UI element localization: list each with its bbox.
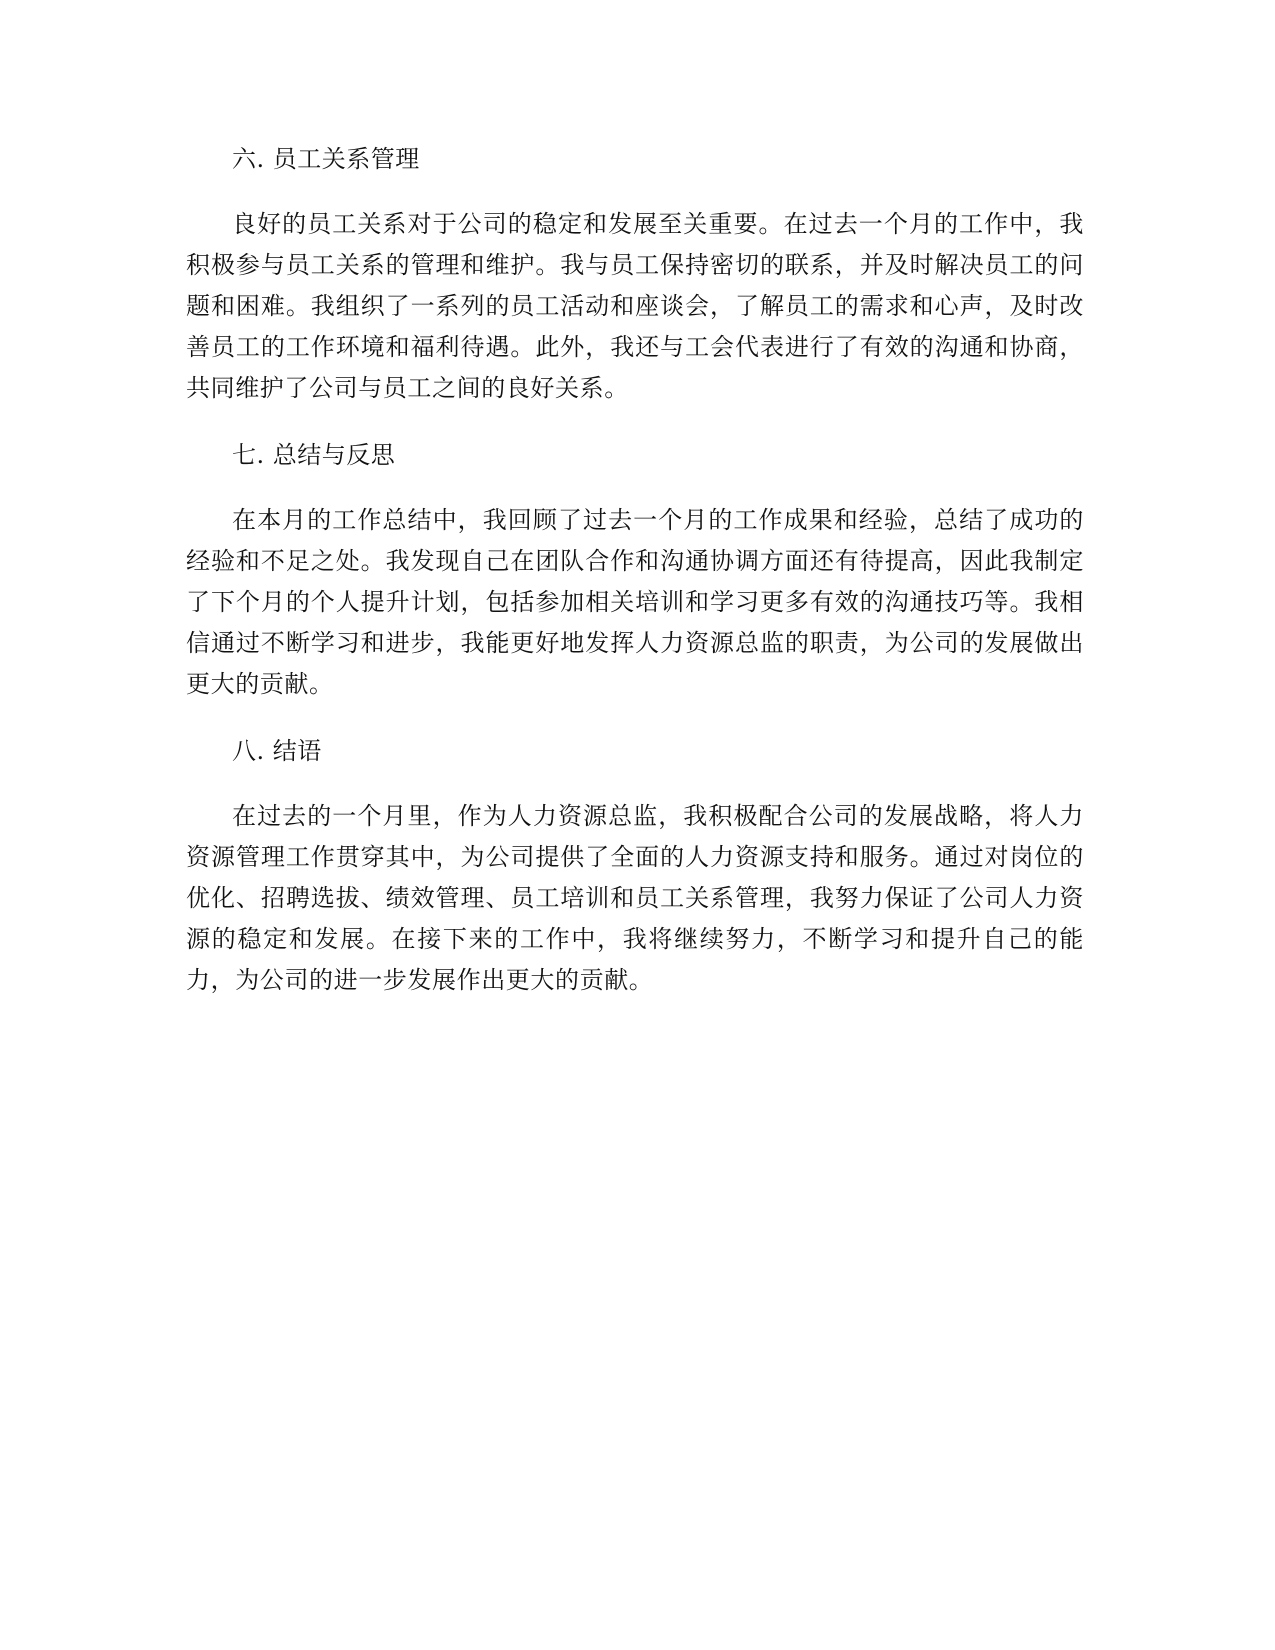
section-heading-8: 八. 结语 xyxy=(232,737,322,765)
section-body-6: 良好的员工关系对于公司的稳定和发展至关重要。在过去一个月的工作中，我积极参与员工关系的管理和维护。我与员工保持密切的联系，并及时解决员工的问题和困难。我组织了一系列的员工活动和座谈会，了解员工的需求和心声，及时改善员工的工作环境和福利待遇。此外，我还与工会代表进行了有效的沟通和协商，共同维护了公司与员工之间的良好关系。 xyxy=(186,210,1084,402)
section-body-7: 在本月的工作总结中，我回顾了过去一个月的工作成果和经验，总结了成功的经验和不足之处。我发现自己在团队合作和沟通协调方面还有待提高，因此我制定了下个月的个人提升计划，包括参加相关培训和学习更多有效的沟通技巧等。我相信通过不断学习和进步，我能更好地发挥人力资源总监的职责，为公司的发展做出更大的贡献。 xyxy=(186,506,1084,698)
document-content xyxy=(186,138,1084,1001)
section-heading-7: 七. 总结与反思 xyxy=(232,441,396,469)
section-heading-6: 六. 员工关系管理 xyxy=(232,145,420,173)
section-body-8: 在过去的一个月里，作为人力资源总监，我积极配合公司的发展战略，将人力资源管理工作贯穿其中，为公司提供了全面的人力资源支持和服务。通过对岗位的优化、招聘选拔、绩效管理、员工培训和员工关系管理，我努力保证了公司人力资源的稳定和发展。在接下来的工作中，我将继续努力，不断学习和提升自己的能力，为公司的进一步发展作出更大的贡献。 xyxy=(186,802,1084,994)
